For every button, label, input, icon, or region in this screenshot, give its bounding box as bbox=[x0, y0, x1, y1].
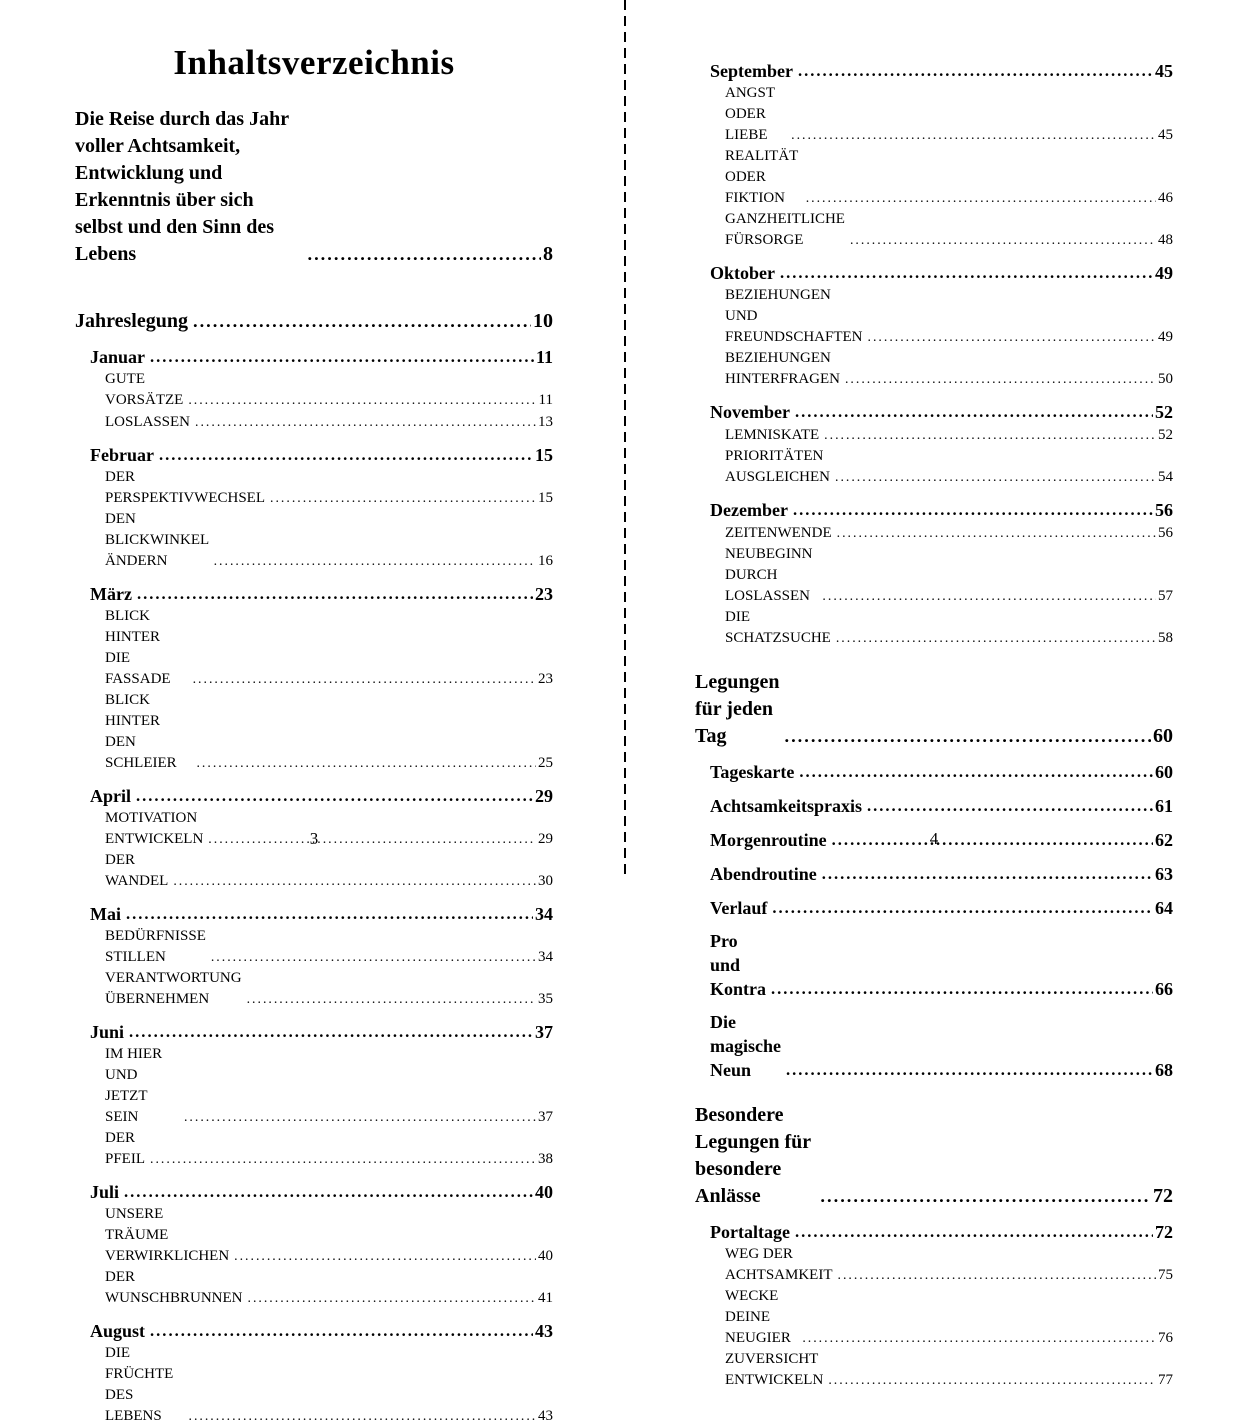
toc-entry[interactable] bbox=[710, 1010, 1173, 1082]
leader-dots bbox=[867, 793, 1153, 818]
toc-entry-label: Portaltage bbox=[710, 1222, 790, 1242]
toc-entry-page: 13 bbox=[538, 414, 553, 430]
toc-entry-page: 75 bbox=[1158, 1267, 1173, 1283]
toc-entry-page: 76 bbox=[1158, 1330, 1173, 1346]
toc-entry-page: 16 bbox=[538, 553, 553, 569]
toc-entry[interactable] bbox=[105, 411, 553, 433]
toc-entry-page: 61 bbox=[1155, 796, 1173, 816]
toc-entry-label: GUTE VORSÄTZE bbox=[105, 371, 184, 408]
leader-dots bbox=[838, 1264, 1157, 1286]
toc-entry-page: 49 bbox=[1158, 329, 1173, 345]
toc-entry-label: UNSERE TRÄUME VERWIRKLICHEN bbox=[105, 1206, 230, 1264]
toc-entry[interactable] bbox=[90, 581, 553, 606]
toc-entry-label: Mai bbox=[90, 904, 121, 924]
leader-dots bbox=[234, 1245, 536, 1267]
toc-title: Inhaltsverzeichnis bbox=[173, 43, 455, 82]
toc-entry[interactable] bbox=[725, 285, 1173, 348]
toc-entry[interactable] bbox=[710, 1219, 1173, 1244]
toc-entry[interactable] bbox=[710, 895, 1173, 920]
toc-entry-label: Jahreslegung bbox=[75, 310, 188, 332]
toc-entry[interactable] bbox=[75, 308, 553, 335]
toc-entry-page: 49 bbox=[1155, 263, 1173, 283]
toc-entry-page: 45 bbox=[1158, 127, 1173, 143]
toc-entry-page: 15 bbox=[538, 490, 553, 506]
toc-entry-page: 29 bbox=[535, 786, 553, 806]
toc-entry[interactable] bbox=[710, 861, 1173, 886]
toc-entry-page: 11 bbox=[538, 392, 553, 408]
toc-entry[interactable] bbox=[90, 901, 553, 926]
toc-entry[interactable] bbox=[105, 1044, 553, 1128]
toc-entry[interactable] bbox=[105, 1128, 553, 1170]
toc-entry-page: 56 bbox=[1155, 500, 1173, 520]
leader-dots bbox=[822, 585, 1156, 607]
toc-entry[interactable] bbox=[725, 209, 1173, 251]
toc-entry[interactable] bbox=[710, 260, 1173, 285]
leader-dots bbox=[837, 522, 1156, 544]
toc-entry-label: BEZIEHUNGEN HINTERFRAGEN bbox=[725, 350, 840, 387]
toc-entry-page: 23 bbox=[535, 584, 553, 604]
leader-dots bbox=[795, 1219, 1153, 1244]
toc-entry[interactable] bbox=[725, 607, 1173, 649]
leader-dots bbox=[868, 326, 1156, 348]
toc-entry[interactable] bbox=[725, 424, 1173, 446]
toc-entry-label: VERANTWORTUNG ÜBERNEHMEN bbox=[105, 970, 242, 1007]
toc-entry[interactable] bbox=[725, 146, 1173, 209]
toc-entry-page: 57 bbox=[1158, 588, 1173, 604]
toc-entry[interactable] bbox=[710, 58, 1173, 83]
toc-entry-label: GANZHEITLICHE FÜRSORGE bbox=[725, 211, 845, 248]
toc-entry-label: Abendroutine bbox=[710, 864, 817, 884]
toc-entry-label: Morgenroutine bbox=[710, 830, 827, 850]
leader-dots bbox=[150, 344, 534, 369]
leader-dots bbox=[824, 424, 1156, 446]
toc-entry[interactable] bbox=[710, 929, 1173, 1001]
leader-dots bbox=[173, 870, 536, 892]
leader-dots bbox=[196, 752, 536, 774]
toc-entry[interactable] bbox=[710, 497, 1173, 522]
page-number-left: 3 bbox=[309, 829, 319, 848]
toc-entries-right bbox=[695, 58, 1173, 1391]
toc-entry-page: 48 bbox=[1158, 232, 1173, 248]
toc-entry-label: Juli bbox=[90, 1182, 120, 1202]
toc-entry-label: Legungen für jeden Tag bbox=[695, 671, 780, 747]
toc-entry-page: 34 bbox=[538, 949, 553, 965]
toc-entry-page: 38 bbox=[538, 1151, 553, 1167]
toc-entry[interactable] bbox=[105, 467, 553, 509]
leader-dots bbox=[188, 389, 536, 411]
toc-entry[interactable] bbox=[90, 783, 553, 808]
toc-entry-label: MOTIVATION ENTWICKELN bbox=[105, 810, 204, 847]
toc-entry-label: DER WANDEL bbox=[105, 852, 169, 889]
toc-entry-page: 50 bbox=[1158, 371, 1173, 387]
toc-entry-label: ANGST ODER LIEBE bbox=[725, 85, 775, 143]
toc-entry-page: 45 bbox=[1155, 61, 1173, 81]
toc-entry-page: 11 bbox=[535, 347, 553, 367]
toc-entry-label: BEDÜRFNISSE STILLEN bbox=[105, 928, 206, 965]
leader-dots bbox=[802, 1327, 1156, 1349]
toc-entry[interactable] bbox=[695, 669, 1173, 750]
toc-entry[interactable] bbox=[105, 606, 553, 690]
leader-dots bbox=[820, 1183, 1151, 1210]
leader-dots bbox=[137, 581, 533, 606]
toc-entry[interactable] bbox=[725, 446, 1173, 488]
toc-entry[interactable] bbox=[725, 1244, 1173, 1286]
toc-entry-label: DER PERSPEKTIVWECHSEL bbox=[105, 469, 266, 506]
toc-entry[interactable] bbox=[90, 442, 553, 467]
toc-entry-page: 23 bbox=[538, 671, 553, 687]
toc-entry[interactable] bbox=[105, 369, 553, 411]
toc-entry-page: 64 bbox=[1155, 898, 1173, 918]
leader-dots bbox=[136, 783, 533, 808]
toc-entry-label: BLICK HINTER DEN SCHLEIER bbox=[105, 692, 177, 771]
toc-entry-label: Besondere Legungen für besondere Anlässe bbox=[695, 1104, 811, 1207]
leader-dots bbox=[150, 1148, 536, 1170]
toc-entry-label: BEZIEHUNGEN UND FREUNDSCHAFTEN bbox=[725, 287, 863, 345]
toc-entry[interactable] bbox=[710, 399, 1173, 424]
toc-entry-page: 68 bbox=[1155, 1060, 1173, 1080]
toc-entry[interactable] bbox=[105, 1204, 553, 1267]
toc-entry[interactable] bbox=[725, 1349, 1173, 1391]
toc-entry[interactable] bbox=[105, 509, 553, 572]
toc-entry[interactable] bbox=[105, 850, 553, 892]
toc-entry-page: 43 bbox=[535, 1321, 553, 1341]
leader-dots bbox=[793, 497, 1153, 522]
toc-entry-label: DER WUNSCHBRUNNEN bbox=[105, 1269, 243, 1306]
toc-entry-label: DEN BLICKWINKEL ÄNDERN bbox=[105, 511, 209, 569]
leader-dots bbox=[791, 124, 1156, 146]
toc-entry[interactable] bbox=[725, 522, 1173, 544]
toc-entry-page: 52 bbox=[1158, 427, 1173, 443]
toc-entry[interactable] bbox=[90, 1318, 553, 1343]
toc-entry-page: 52 bbox=[1155, 402, 1173, 422]
leader-dots bbox=[214, 550, 536, 572]
toc-entry-label: WECKE DEINE NEUGIER bbox=[725, 1288, 791, 1346]
toc-entry-page: 40 bbox=[535, 1182, 553, 1202]
toc-entry-page: 60 bbox=[1153, 725, 1173, 747]
toc-entry[interactable] bbox=[725, 348, 1173, 390]
toc-entry[interactable] bbox=[105, 926, 553, 968]
toc-entry-label: September bbox=[710, 61, 793, 81]
leader-dots bbox=[195, 411, 536, 433]
toc-entry[interactable] bbox=[105, 968, 553, 1010]
leader-dots bbox=[799, 759, 1153, 784]
toc-entry-label: LEMNISKATE bbox=[725, 427, 820, 443]
toc-entry-page: 62 bbox=[1155, 830, 1173, 850]
toc-entry-page: 41 bbox=[538, 1290, 553, 1306]
leader-dots bbox=[850, 229, 1156, 251]
toc-entry-label: DER PFEIL bbox=[105, 1130, 146, 1167]
leader-dots bbox=[307, 241, 541, 268]
leader-dots bbox=[835, 466, 1156, 488]
leader-dots bbox=[159, 442, 533, 467]
left-page bbox=[75, 0, 553, 1424]
toc-entry-page: 15 bbox=[535, 445, 553, 465]
leader-dots bbox=[806, 187, 1156, 209]
toc-entry[interactable] bbox=[725, 544, 1173, 607]
toc-entry-page: 37 bbox=[535, 1022, 553, 1042]
leader-dots bbox=[126, 901, 533, 926]
toc-entry[interactable] bbox=[710, 793, 1173, 818]
leader-dots bbox=[211, 946, 536, 968]
toc-entry-label: Tageskarte bbox=[710, 762, 795, 782]
toc-entry-label: ZEITENWENDE bbox=[725, 525, 832, 541]
toc-entries-left bbox=[75, 106, 553, 1427]
leader-dots bbox=[129, 1019, 533, 1044]
toc-entry-label: Januar bbox=[90, 347, 146, 367]
toc-entry-label: Achtsamkeitspraxis bbox=[710, 796, 862, 816]
leader-dots bbox=[193, 308, 531, 335]
leader-dots bbox=[150, 1318, 533, 1343]
toc-entry-page: 25 bbox=[538, 755, 553, 771]
toc-entry-page: 40 bbox=[538, 1248, 553, 1264]
toc-entry-label: Juni bbox=[90, 1022, 125, 1042]
toc-entry-label: DIE SCHATZSUCHE bbox=[725, 609, 831, 646]
toc-entry[interactable] bbox=[725, 1286, 1173, 1349]
toc-entry-label: Oktober bbox=[710, 263, 775, 283]
toc-entry-page: 10 bbox=[533, 310, 553, 332]
leader-dots bbox=[247, 988, 536, 1010]
toc-entry-page: 63 bbox=[1155, 864, 1173, 884]
toc-entry-page: 46 bbox=[1158, 190, 1173, 206]
toc-entry-page: 77 bbox=[1158, 1372, 1173, 1388]
toc-entry[interactable] bbox=[105, 1343, 553, 1427]
toc-entry-label: BLICK HINTER DIE FASSADE bbox=[105, 608, 171, 687]
toc-entry[interactable] bbox=[90, 344, 553, 369]
toc-entry-label: Februar bbox=[90, 445, 154, 465]
page-divider-line bbox=[624, 0, 626, 879]
toc-entry-label: DIE FRÜCHTE DES LEBENS bbox=[105, 1345, 174, 1424]
toc-entry-label: November bbox=[710, 402, 790, 422]
toc-entry-page: 60 bbox=[1155, 762, 1173, 782]
toc-entry-page: 43 bbox=[538, 1408, 553, 1424]
leader-dots bbox=[771, 976, 1153, 1001]
toc-entry[interactable] bbox=[75, 106, 553, 268]
leader-dots bbox=[193, 668, 536, 690]
toc-entry[interactable] bbox=[105, 1267, 553, 1309]
toc-entry-page: 34 bbox=[535, 904, 553, 924]
toc-entry[interactable] bbox=[725, 83, 1173, 146]
toc-entry[interactable] bbox=[90, 1019, 553, 1044]
toc-entry[interactable] bbox=[695, 1102, 1173, 1210]
right-page bbox=[695, 0, 1173, 1388]
leader-dots bbox=[270, 487, 536, 509]
toc-entry-page: 29 bbox=[538, 831, 553, 847]
toc-entry-label: Pro und Kontra bbox=[710, 931, 766, 999]
leader-dots bbox=[845, 368, 1156, 390]
toc-entry-label: PRIORITÄTEN AUSGLEICHEN bbox=[725, 448, 830, 485]
toc-entry-label: IM HIER UND JETZT SEIN bbox=[105, 1046, 163, 1125]
toc-entry-label: ZUVERSICHT ENTWICKELN bbox=[725, 1351, 824, 1388]
leader-dots bbox=[795, 399, 1153, 424]
leader-dots bbox=[798, 58, 1153, 83]
toc-entry-page: 56 bbox=[1158, 525, 1173, 541]
toc-entry[interactable] bbox=[710, 759, 1173, 784]
page-number-right: 4 bbox=[929, 829, 939, 848]
toc-entry-page: 66 bbox=[1155, 979, 1173, 999]
leader-dots bbox=[124, 1179, 533, 1204]
toc-entry-label: Dezember bbox=[710, 500, 788, 520]
toc-entry-label: LOSLASSEN bbox=[105, 414, 191, 430]
leader-dots bbox=[184, 1106, 536, 1128]
toc-entry[interactable] bbox=[105, 690, 553, 774]
toc-entry-page: 35 bbox=[538, 991, 553, 1007]
toc-entry-page: 8 bbox=[543, 243, 553, 265]
toc-entry-label: Die magische Neun bbox=[710, 1012, 781, 1080]
toc-entry-page: 30 bbox=[538, 873, 553, 889]
toc-entry[interactable] bbox=[90, 1179, 553, 1204]
toc-entry-label: REALITÄT ODER FIKTION bbox=[725, 148, 799, 206]
toc-entry-page: 37 bbox=[538, 1109, 553, 1125]
toc-entry-label: Verlauf bbox=[710, 898, 768, 918]
toc-entry-page: 54 bbox=[1158, 469, 1173, 485]
toc-entry-label: WEG DER ACHTSAMKEIT bbox=[725, 1246, 833, 1283]
leader-dots bbox=[786, 1057, 1153, 1082]
leader-dots bbox=[189, 1405, 537, 1427]
leader-dots bbox=[772, 895, 1153, 920]
leader-dots bbox=[822, 861, 1153, 886]
leader-dots bbox=[828, 1369, 1156, 1391]
toc-entry-page: 72 bbox=[1155, 1222, 1173, 1242]
leader-dots bbox=[836, 627, 1156, 649]
toc-entry-page: 58 bbox=[1158, 630, 1173, 646]
toc-entry-label: August bbox=[90, 1321, 146, 1341]
leader-dots bbox=[784, 723, 1151, 750]
toc-entry-label: April bbox=[90, 786, 132, 806]
leader-dots bbox=[248, 1287, 537, 1309]
toc-entry-label: Die Reise durch das Jahr voller Achtsamkeit, Entwicklung und Erkenntnis über sich selbst und den Sinn des Lebens bbox=[75, 108, 289, 265]
toc-entry-page: 72 bbox=[1153, 1185, 1173, 1207]
leader-dots bbox=[780, 260, 1153, 285]
toc-entry-label: NEUBEGINN DURCH LOSLASSEN bbox=[725, 546, 813, 604]
toc-entry-label: März bbox=[90, 584, 132, 604]
